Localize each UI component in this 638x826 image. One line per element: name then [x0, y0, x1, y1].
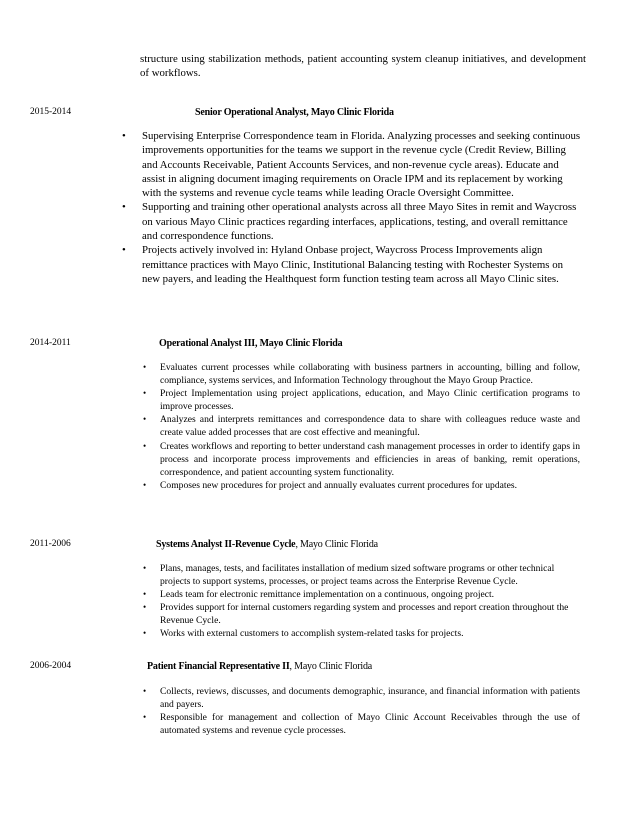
job-title: Patient Financial Representative II — [147, 661, 290, 672]
bullet-icon: • — [143, 479, 147, 490]
job-location: , Mayo Clinic Florida — [289, 661, 372, 672]
bullet-text: Evaluates current processes while collaborating with business partners in accounting, billing and follow, compliance, systems services, and Information Technology throughout the Mayo Group Practice. — [160, 362, 580, 387]
bullet-icon: • — [122, 201, 126, 214]
bullet-text: Supporting and training other operational analysts across all three Mayo Sites in remit and Waycross on various Mayo Clinic practices regarding interfaces, applications, testing, and overall remittance and correspondence functions. — [142, 201, 577, 243]
list-item — [143, 627, 580, 640]
bullet-text: Supervising Enterprise Correspondence team in Florida. Analyzing processes and seeking continuous improvements opportunities for the teams we support in the revenue cycle (Credit Review, Billing and Accounts Receivable, Patient Accounts Services, and non-revenue cycle areas). Educate and assist in aligning document imaging requirements on Oracle IPM and its replacement by working with the systems and revenue cycle teams while leading Oracle Oversight Committee. — [142, 130, 581, 200]
entry-date: 2011-2006 — [30, 539, 71, 549]
list-item — [143, 685, 580, 711]
entry-date: 2006-2004 — [30, 661, 72, 671]
bullet-text: Collects, reviews, discusses, and documents demographic, insurance, and financial information with patients and payers. — [160, 686, 580, 711]
bullet-text: Analyzes and interprets remittances and correspondence data to share with colleagues reduce waste and create value added processes that are cost effective and meaningful. — [160, 414, 580, 439]
bullet-text: Leads team for electronic remittance implementation on a continuous, ongoing project. — [160, 589, 495, 601]
bullet-icon: • — [122, 244, 126, 257]
list-item — [122, 243, 582, 286]
list-item — [122, 129, 582, 200]
bullet-text: Composes new procedures for project and annually evaluates current procedures for updates. — [160, 479, 517, 491]
bullet-text: Plans, manages, tests, and facilitates installation of medium sized software programs or other technical projects to support systems, processes, or project teams across the Enterprise Revenue Cycle. — [160, 563, 555, 588]
bullet-icon: • — [143, 563, 147, 573]
bullet-text: Responsible for management and collection of Mayo Clinic Account Receivables through the use of automated systems and revenue cycle processes. — [160, 712, 580, 737]
bullet-icon: • — [143, 602, 147, 613]
list-item — [143, 562, 580, 588]
bullet-text: Project Implementation using project applications, education, and Mayo Clinic certification programs to improve processes. — [160, 388, 580, 413]
list-item — [143, 387, 580, 413]
bullet-icon: • — [143, 686, 147, 696]
job-location: , Mayo Clinic Florida — [295, 539, 378, 550]
bullet-text: Creates workflows and reporting to better understand cash management processes in order to identify gaps in process and incorporate process improvements and efficiencies in areas of banking, remit operations, correspondence, and patient accounting system functionality. — [160, 440, 580, 478]
job-title: Systems Analyst II-Revenue Cycle — [156, 539, 296, 550]
entry-title — [195, 107, 394, 118]
entry-bullets — [143, 361, 580, 492]
job-title: Senior Operational Analyst, Mayo Clinic Florida — [195, 107, 394, 118]
bullet-icon: • — [143, 362, 147, 372]
job-title: Operational Analyst III, Mayo Clinic Florida — [159, 338, 343, 349]
entry-title — [147, 661, 372, 672]
bullet-icon: • — [143, 712, 147, 723]
bullet-text: Provides support for internal customers regarding system and processes and report creation throughout the Revenue Cycle. — [160, 602, 569, 627]
bullet-text: Projects actively involved in: Hyland Onbase project, Waycross Process Improvements align remittance practices with Mayo Clinic, Institutional Balancing testing with Rochester Systems on new payers, and leading the Healthquest form function testing team across all Mayo Clinic sites. — [142, 244, 563, 285]
bullet-icon: • — [143, 414, 147, 425]
entry-date: 2014-2011 — [30, 338, 71, 348]
bullet-icon: • — [122, 130, 126, 142]
bullet-icon: • — [143, 440, 147, 451]
list-item — [143, 361, 580, 387]
entry-date: 2015-2014 — [30, 107, 72, 117]
list-item — [122, 200, 582, 243]
bullet-icon: • — [143, 628, 147, 639]
entry-bullets — [143, 562, 580, 641]
list-item — [143, 711, 580, 737]
bullet-icon: • — [143, 388, 147, 399]
list-item — [143, 601, 580, 627]
entry-bullets — [143, 685, 580, 737]
intro-paragraph: structure using stabilization methods, patient accounting system cleanup initiatives, and development of workflows. — [140, 53, 586, 79]
entry-title — [156, 539, 378, 550]
list-item — [143, 413, 580, 439]
list-item — [143, 479, 580, 492]
list-item — [143, 588, 580, 601]
entry-title — [159, 338, 342, 349]
bullet-text: Works with external customers to accomplish system-related tasks for projects. — [160, 628, 464, 640]
entry-bullets — [122, 129, 582, 286]
bullet-icon: • — [143, 589, 147, 600]
list-item — [143, 440, 580, 479]
